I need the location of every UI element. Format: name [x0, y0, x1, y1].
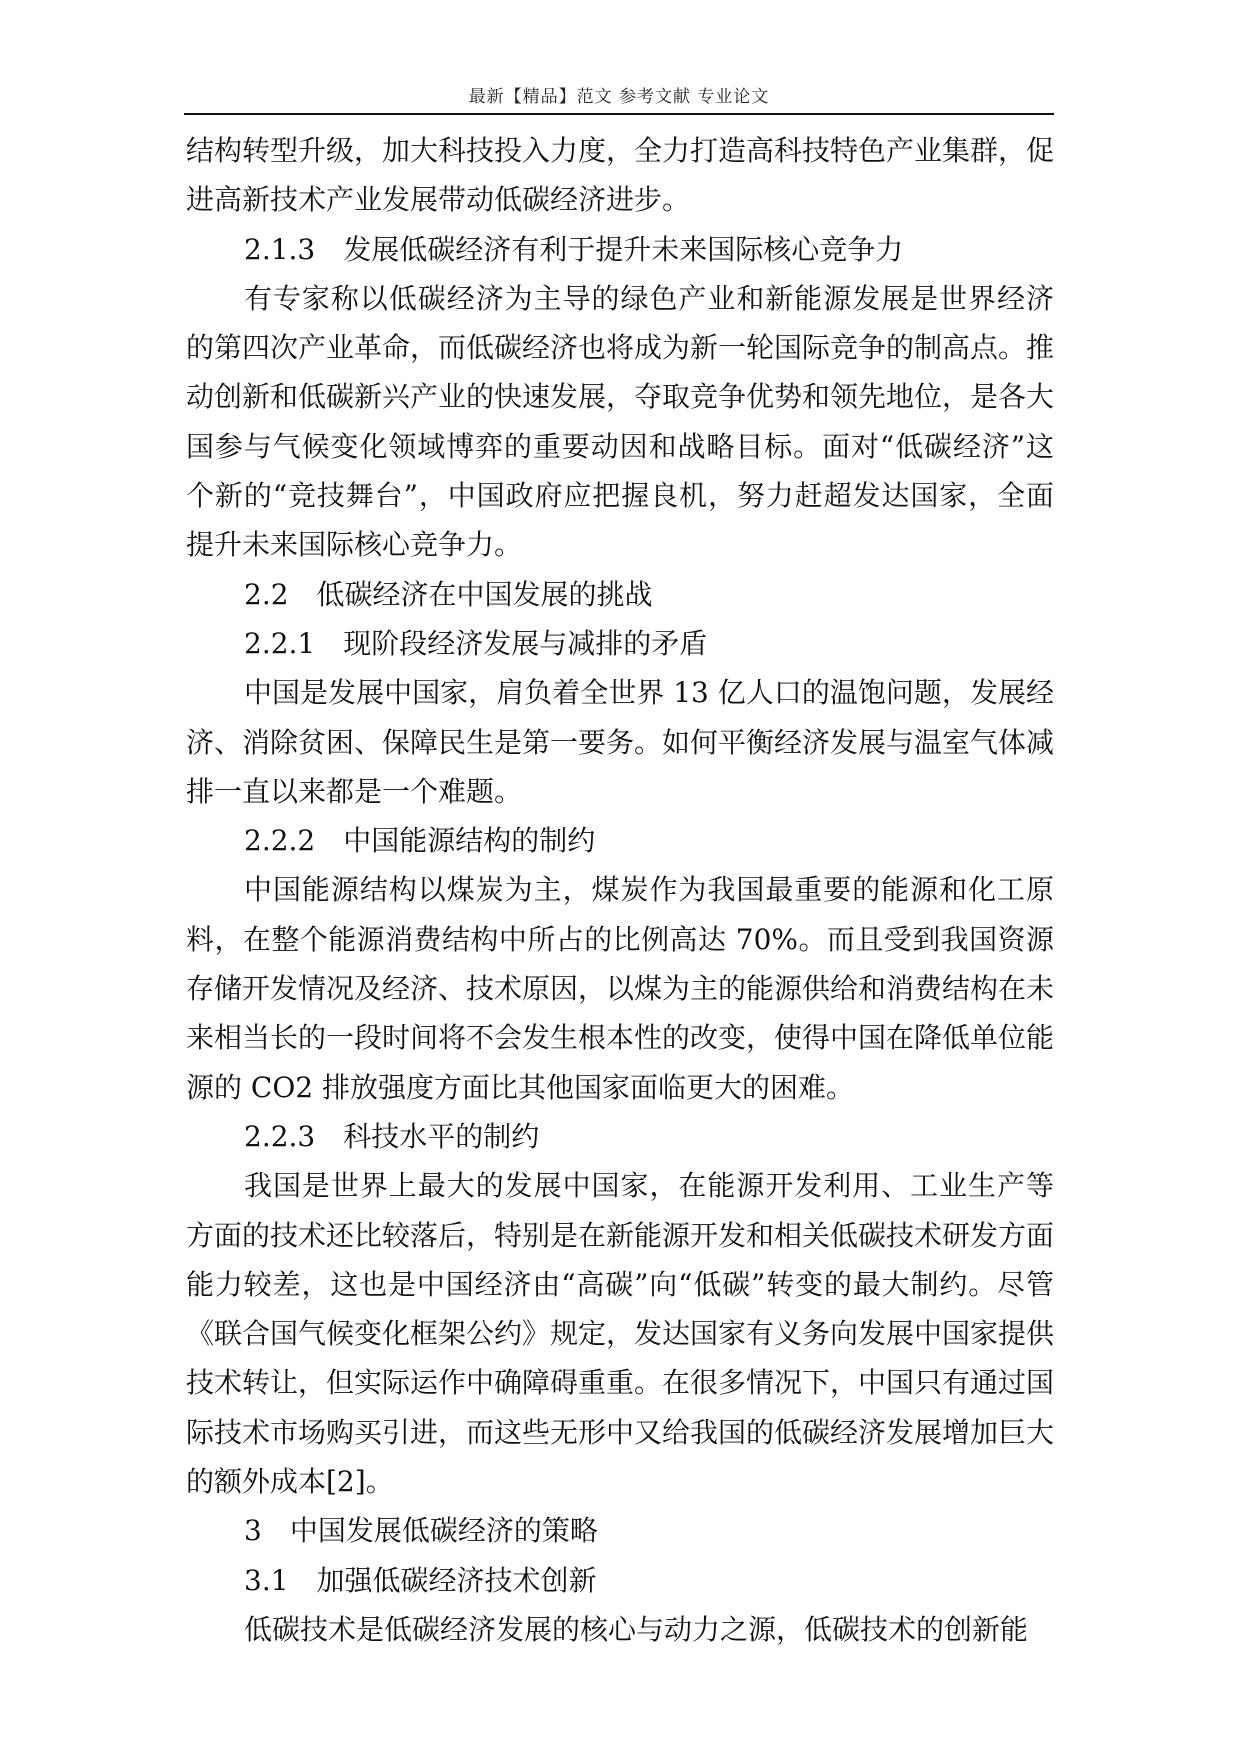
section-heading-2-2: 2.2 低碳经济在中国发展的挑战: [244, 577, 653, 611]
paragraph-development-emissions: 中国是发展中国家，肩负着全世界 13 亿人口的温饱问题，发展经济、消除贫困、保障民生是第一要务。如何平衡经济发展与温室气体减排一直以来都是一个难题。: [186, 676, 1055, 808]
paragraph-technology-level: 我国是世界上最大的发展中国家，在能源开发利用、工业生产等方面的技术还比较落后，特别是在新能源开发和相关低碳技术研发方面能力较差，这也是中国经济由“高碳”向“低碳”转变的最大制约。尽管《联合国气候变化框架公约》规定，发达国家有义务向发展中国家提供技术转让，但实际运作中确障碍重重。在很多情况下，中国只有通过国际技术市场购买引进，而这些无形中又给我国的低碳经济发展增加巨大的额外成本[2]。: [186, 1169, 1055, 1499]
section-heading-3: 3 中国发展低碳经济的策略: [244, 1514, 598, 1548]
section-heading-3-1: 3.1 加强低碳经济技术创新: [244, 1563, 597, 1597]
page-header: 最新【精品】范文 参考文献 专业论文: [468, 87, 770, 107]
header-divider: [184, 113, 1054, 115]
paragraph-competitiveness: 有专家称以低碳经济为主导的绿色产业和新能源发展是世界经济的第四次产业革命，而低碳经济也将成为新一轮国际竞争的制高点。推动创新和低碳新兴产业的快速发展，夺取竞争优势和领先地位，是各大国参与气候变化领域博弈的重要动因和战略目标。面对“低碳经济”这个新的“竞技舞台”，中国政府应把握良机，努力赶超发达国家，全面提升未来国际核心竞争力。: [186, 281, 1055, 562]
paragraph-low-carbon-tech: 低碳技术是低碳经济发展的核心与动力之源，低碳技术的创新能: [244, 1612, 1029, 1646]
paragraph-energy-structure: 中国能源结构以煤炭为主，煤炭作为我国最重要的能源和化工原料，在整个能源消费结构中所占的比例高达 70%。而且受到我国资源存储开发情况及经济、技术原因，以煤为主的能源供给和消费结构在未来相当长的一段时间将不会发生根本性的改变，使得中国在降低单位能源的 CO2 排放强度方面比其他国家面临更大的困难。: [186, 873, 1055, 1104]
section-heading-2-1-3: 2.1.3 发展低碳经济有利于提升未来国际核心竞争力: [244, 232, 904, 266]
paragraph-continuation: 结构转型升级，加大科技投入力度，全力打造高科技特色产业集群，促进高新技术产业发展带动低碳经济进步。: [186, 134, 1055, 217]
section-heading-2-2-3: 2.2.3 科技水平的制约: [244, 1119, 540, 1153]
section-heading-2-2-2: 2.2.2 中国能源结构的制约: [244, 824, 596, 858]
section-heading-2-2-1: 2.2.1 现阶段经济发展与减排的矛盾: [244, 626, 708, 660]
document-body: [186, 126, 1054, 1654]
